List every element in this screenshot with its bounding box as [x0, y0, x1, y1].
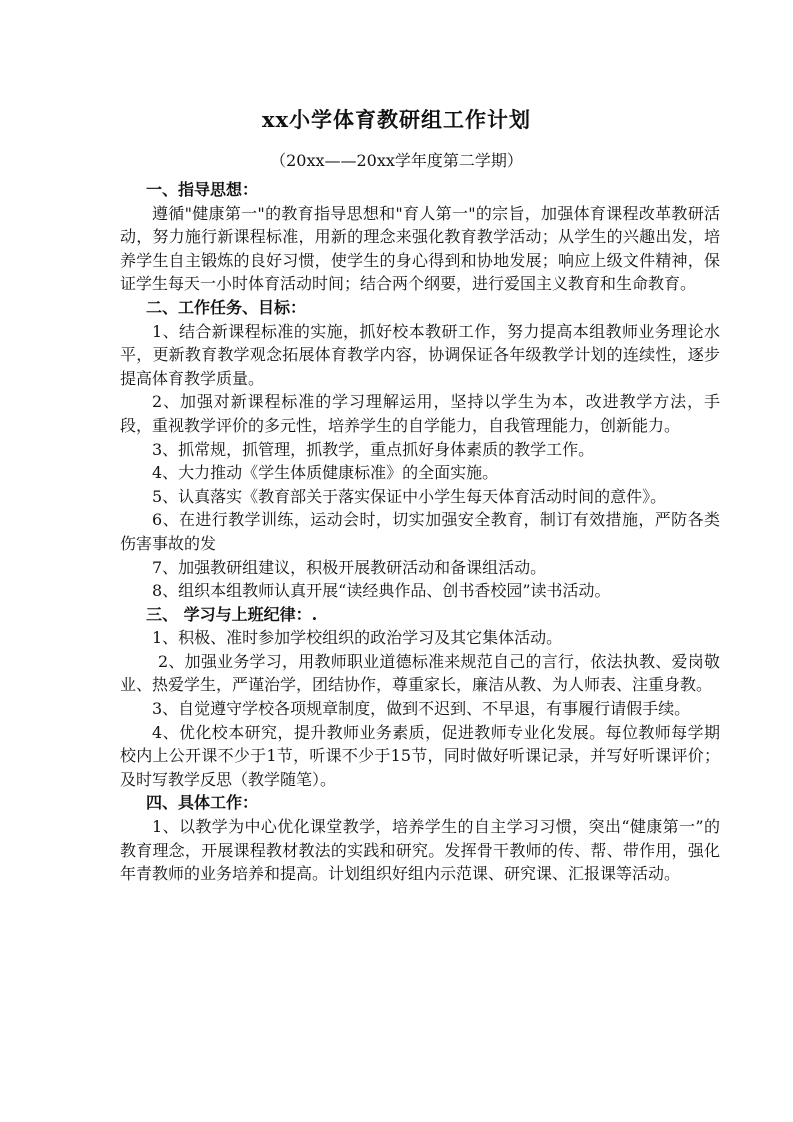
- list-item: 1、结合新课程标准的实施，抓好校本教研工作，努力提高本组教师业务理论水平，更新教育教学观念拓展体育教学内容，协调保证各年级教学计划的连续性，逐步提高体育教学质量。: [120, 321, 720, 388]
- list-item: 2、加强业务学习，用教师职业道德标准来规范自己的言行，依法执教、爱岗敬业、热爱学生，严谨治学，团结协作，尊重家长，廉洁从教、为人师表、注重身教。: [120, 651, 720, 695]
- section-heading-study-discipline: 三、 学习与上班纪律：.: [146, 604, 318, 624]
- list-item: 7、加强教研组建议，积极开展教研活动和备课组活动。: [152, 557, 547, 577]
- list-item: 4、大力推动《学生体质健康标准》的全面实施。: [152, 463, 499, 483]
- section-heading-tasks-goals: 二、工作任务、目标：: [146, 297, 307, 317]
- list-item: 8、组织本组教师认真开展“读经典作品、创书香校园”读书活动。: [152, 581, 611, 601]
- paragraph-guiding-thought: 遵循"健康第一"的教育指导思想和"育人第一"的宗旨，加强体育课程改革教研活动，努力施行新课程标准，用新的理念来强化教育教学活动；从学生的兴趣出发，培养学生自主锻炼的良好习惯，使学生的身心得到和协地发展；响应上级文件精神，保证学生每天一小时体育活动时间；结合两个纲要，进行爱国主义教育和生命教育。: [120, 203, 720, 294]
- list-item: 1、积极、准时参加学校组织的政治学习及其它集体活动。: [152, 628, 563, 648]
- list-item: 3、自觉遵守学校各项规章制度，做到不迟到、不早退，有事履行请假手续。: [152, 699, 691, 719]
- list-item: 6、在进行教学训练，运动会时，切实加强安全教育，制订有效措施，严防各类伤害事故的发: [120, 510, 720, 553]
- document-body: [120, 178, 720, 886]
- section-heading-specific-work: 四、具体工作：: [146, 793, 259, 813]
- list-item: 2、加强对新课程标准的学习理解运用，坚持以学生为本，改进教学方法，手段，重视教学评价的多元性，培养学生的自学能力，自我管理能力，创新能力。: [120, 392, 720, 435]
- list-item: 3、抓常规，抓管理，抓教学，重点抓好身体素质的教学工作。: [152, 439, 595, 459]
- list-item: 1、以教学为中心优化课堂教学，培养学生的自主学习习惯，突出“健康第一”的教育理念，开展课程教材教法的实践和研究。发挥骨干教师的传、帮、带作用，强化年青教师的业务培养和提高。计划组织好组内示范课、研究课、汇报课等活动。: [120, 817, 720, 884]
- section-heading-guiding-thought: 一、指导思想：: [146, 180, 259, 199]
- list-item: 4、优化校本研究，提升教师业务素质，促进教师专业化发展。每位教师每学期校内上公开课不少于1节，听课不少于15节，同时做好听课记录，并写好听课评价；及时写教学反思（教学随笔）。: [120, 722, 720, 789]
- document-subtitle: （20xx——20xx学年度第二学期）: [270, 151, 523, 170]
- document-title: xx小学体育教研组工作计划: [261, 107, 532, 132]
- list-item: 5、认真落实《教育部关于落实保证中小学生每天体育活动时间的意件》。: [152, 486, 667, 506]
